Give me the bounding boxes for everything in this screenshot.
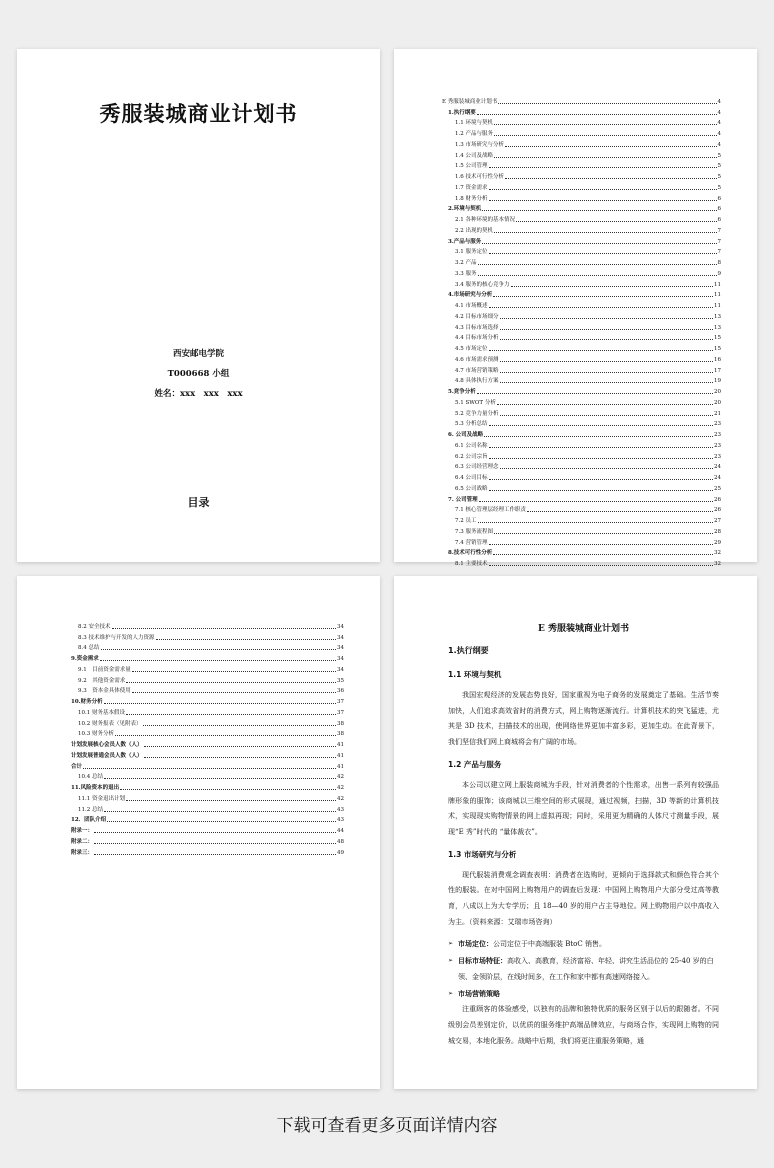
- toc-leader-dots: [120, 789, 336, 790]
- toc-leader-dots: [107, 821, 336, 822]
- toc-entry[interactable]: [442, 298, 721, 309]
- toc-entry-title: 1.3 市场研究与分析: [455, 141, 504, 148]
- content-page: [394, 576, 757, 1089]
- toc-page-number: 6: [717, 217, 721, 223]
- toc-entry[interactable]: [442, 277, 721, 288]
- toc-leader-dots: [126, 714, 336, 715]
- toc-entry-title: 4.5 市场定位: [455, 346, 488, 352]
- toc-entry-title: 合计: [71, 763, 83, 770]
- toc-page-number: 13: [714, 324, 721, 331]
- toc-entry-title: 8.2 安全技术: [78, 623, 111, 630]
- paragraph: 我国宏观经济的发展态势良好，国家重视为电子商务的发展奠定了基础。生活节奏加快，人们追求高效省时的消费方式，网上购物逐渐流行。计算机技术的突飞猛进，尤其是 3D 技术，扫描技术的出现，使网络世界更加丰富多彩，更加生动。在此背景下，我们坚信我们网上商城将会有广阔的市场。: [448, 691, 719, 747]
- toc-entry-title: 附录二：: [71, 838, 94, 845]
- toc-entry[interactable]: [442, 223, 721, 234]
- toc-leader-dots: [489, 200, 717, 201]
- section-heading: 1.执行纲要: [448, 646, 489, 655]
- toc-entry-title: 1.6 技术可行性分析: [455, 174, 504, 180]
- toc-leader-dots: [94, 832, 336, 833]
- bullet-label: 市场营销策略: [458, 988, 500, 998]
- toc-leader-dots: [489, 544, 714, 545]
- toc-leader-dots: [132, 671, 336, 672]
- toc-leader-dots: [497, 404, 713, 405]
- toc-page-number: 8: [717, 260, 721, 266]
- toc-entry[interactable]: [442, 363, 721, 374]
- toc-entry-title: 10.4 总结: [78, 774, 103, 781]
- toc-leader-dots: [132, 692, 336, 693]
- toc-leader-dots: [489, 447, 714, 448]
- toc-entry[interactable]: [442, 309, 721, 320]
- toc-entry-title: 8.3 技术维护与开发的人力资源: [78, 634, 155, 641]
- toc-entry-title: 3.3 服务: [455, 270, 477, 277]
- subsection-heading: 1.3 市场研究与分析: [448, 849, 517, 859]
- toc-entry-title: 5.2 竞争力量分析: [455, 410, 499, 417]
- toc-entry[interactable]: [65, 630, 344, 641]
- document-body: [448, 622, 719, 1055]
- toc-entry-title: 5.1 SWOT 分析: [455, 399, 496, 406]
- paragraph: 本公司以建立网上服装商城为手段，针对消费者的个性需求，出售一系列有较强品牌形象的服饰；该商城以三维空间的形式展现，通过视频，扫描，3D 等新的计算机技术，实现现实购物情景的网上虚拟再现；同时，采用更为精确的人体尺寸测量手段，展现“E 秀”时代的 “量体裁衣”。: [448, 780, 719, 836]
- toc-entry-title: 3.2 产品: [455, 260, 477, 266]
- toc-leader-dots: [479, 501, 713, 502]
- toc-leader-dots: [104, 778, 336, 779]
- toc-leader-dots: [104, 703, 336, 704]
- toc-page-number: 24: [714, 475, 721, 481]
- toc-entry[interactable]: [442, 255, 721, 266]
- toc-entry-title: 4.市场研究与分析: [448, 292, 493, 299]
- toc-entry-title: 8.技术可行性分析: [448, 550, 493, 557]
- toc-page-number: 28: [714, 528, 721, 535]
- toc-entry[interactable]: [442, 513, 721, 524]
- toc-entry-title: 6.4 公司目标: [455, 475, 488, 481]
- toc-page-number: 34: [337, 623, 344, 630]
- toc-entry[interactable]: [65, 791, 344, 802]
- toc-entry-title: 8.4 总结: [78, 645, 100, 652]
- toc-entry[interactable]: [65, 813, 344, 824]
- toc-leader-dots: [484, 436, 713, 437]
- toc-page-number: 37: [337, 699, 344, 705]
- toc-entry-title: 9.资金需求: [71, 656, 99, 662]
- toc-entry-title: 1.8 财务分析: [455, 195, 488, 202]
- toc-page-number: 19: [714, 378, 721, 385]
- toc-entry-title: 4.6 市场需求预测: [455, 356, 499, 363]
- toc-page-number: 49: [337, 849, 344, 856]
- toc-page-number: 43: [337, 806, 344, 813]
- toc-leader-dots: [489, 490, 714, 491]
- toc-entry-title: 6.1 公司名称: [455, 442, 488, 449]
- toc-entry-title: 2.2 出现的契机: [455, 227, 493, 234]
- toc-leader-dots: [527, 511, 713, 512]
- bullet-item: [448, 986, 719, 1003]
- toc-entry-title: 3.4 服务的核心竞争力: [455, 281, 510, 288]
- toc-entry[interactable]: [65, 845, 344, 856]
- toc-leader-dots: [489, 425, 714, 426]
- toc-leader-dots: [112, 628, 337, 629]
- toc-page-number: 34: [337, 666, 344, 673]
- toc-entry-title: 6.2 公司宗旨: [455, 453, 488, 460]
- toc-page-2: [17, 576, 380, 1089]
- toc-entry[interactable]: [65, 823, 344, 834]
- toc-leader-dots: [144, 746, 336, 747]
- toc-entry[interactable]: [65, 662, 344, 673]
- toc-leader-dots: [494, 157, 717, 158]
- toc-page-number: 32: [714, 550, 721, 557]
- toc-leader-dots: [83, 768, 336, 769]
- toc-page-number: 32: [714, 561, 721, 567]
- toc-entry[interactable]: [65, 716, 344, 727]
- toc-leader-dots: [505, 146, 717, 147]
- toc-entry[interactable]: [442, 395, 721, 406]
- toc-entry[interactable]: [442, 169, 721, 180]
- toc-entry[interactable]: [442, 535, 721, 546]
- toc-page-number: 35: [337, 677, 344, 684]
- toc-entry-title: 5.3 分析总结: [455, 421, 488, 428]
- toc-entry[interactable]: [442, 212, 721, 223]
- toc-page-number: 23: [714, 442, 721, 449]
- toc-entry-title: 5.竞争分析: [448, 389, 476, 395]
- toc-entry[interactable]: [442, 556, 721, 567]
- toc-leader-dots: [500, 415, 714, 416]
- toc-page-number: 34: [337, 656, 344, 662]
- toc-page-number: 44: [337, 828, 344, 834]
- toc-leader-dots: [511, 286, 714, 287]
- toc-leader-dots: [101, 649, 337, 650]
- bullet-text: 高收入、高教育，经济富裕、年轻、讲究生活品位的 25-40 岁的白领、金领阶层，在线时间多，在工作和家中都有高速网络接入。: [458, 957, 714, 981]
- toc-page-number: 5: [717, 163, 721, 170]
- toc-entry-title: 10.财务分析: [71, 699, 103, 705]
- toc-page-number: 15: [714, 346, 721, 352]
- toc-entry[interactable]: [442, 341, 721, 352]
- toc-page-number: 6: [717, 195, 721, 202]
- toc-entry[interactable]: [442, 94, 721, 105]
- paragraph: 注重顾客的体验感受，以独有的品牌和独特优质的服务区别于以后的跟随者。不同级别会员差别定价，以优质的服务维护高端品牌效应，与商场合作，实现网上购物的同城交易，本地化服务。战略中后期，我们将更注重服务策略，通: [448, 1005, 719, 1045]
- toc-entry-title: 9.1 目前资金需求量: [78, 666, 131, 673]
- toc-entry[interactable]: [442, 288, 721, 299]
- toc-leader-dots: [477, 114, 717, 115]
- toc-entry[interactable]: [442, 331, 721, 342]
- toc-entry[interactable]: [65, 759, 344, 770]
- toc-page-number: 6: [717, 206, 721, 213]
- toc-entry-title: 3.1 服务定位: [455, 249, 488, 256]
- toc-entry-title: 1.4 公司及战略: [455, 152, 493, 159]
- bullet-text: 公司定位于中高端服装 BtoC 销售。: [493, 940, 606, 949]
- toc-page-number: 4: [717, 109, 721, 116]
- toc-page-number: 38: [337, 731, 344, 738]
- toc-leader-dots: [100, 660, 336, 661]
- toc-leader-dots: [478, 275, 717, 276]
- toc-page-number: 11: [714, 292, 721, 299]
- toc-page-number: 5: [717, 184, 721, 191]
- toc-entry-title: 9.3 资本金具体使用: [78, 688, 131, 695]
- toc-leader-dots: [500, 468, 714, 469]
- bullet-label: 目标市场特征：: [458, 956, 507, 966]
- toc-leader-dots: [104, 811, 336, 812]
- toc-leader-dots: [489, 253, 717, 254]
- toc-page-number: 23: [714, 421, 721, 428]
- toc-leader-dots: [494, 232, 717, 233]
- toc-entry-title: 11.1 资金退出计划: [78, 795, 125, 802]
- toc-leader-dots: [94, 843, 336, 844]
- toc-leader-dots: [489, 189, 717, 190]
- toc-entry-title: 12．团队介绍: [71, 817, 107, 824]
- toc-entry-title: 7. 公司管理: [448, 496, 478, 503]
- toc-page-number: 5: [717, 152, 721, 159]
- toc-entry-title: 4.2 目标市场细分: [455, 313, 499, 320]
- toc-leader-dots: [494, 135, 717, 136]
- toc-entry[interactable]: [442, 503, 721, 514]
- toc-page-number: 42: [337, 774, 344, 781]
- toc-page-number: 26: [714, 507, 721, 514]
- toc-entry-title: 4.3 目标市场选择: [455, 324, 499, 331]
- toc-entry[interactable]: [442, 245, 721, 256]
- toc-entry-title: 6. 公司及战略: [448, 432, 484, 438]
- toc-leader-dots: [505, 178, 717, 179]
- toc-entry-title: 11.风险资本的退出: [71, 785, 120, 791]
- toc-entry[interactable]: [442, 137, 721, 148]
- toc-entry[interactable]: [442, 202, 721, 213]
- toc-leader-dots: [498, 103, 716, 104]
- toc-entry-title: 7.2 员工: [455, 518, 477, 524]
- toc-entry-title: 11.2 总结: [78, 806, 103, 813]
- toc-leader-dots: [126, 800, 336, 801]
- toc-page-number: 11: [714, 303, 721, 309]
- download-more-notice[interactable]: 下载可查看更多页面详情内容: [276, 1116, 498, 1136]
- toc-leader-dots: [500, 372, 714, 373]
- toc-leader-dots: [156, 639, 337, 640]
- toc-entry[interactable]: [442, 406, 721, 417]
- toc-entry-title: E 秀服装城商业计划书: [442, 98, 498, 105]
- toc-page-number: 23: [714, 453, 721, 460]
- toc-entry-title: 10.3 财务分析: [78, 731, 114, 738]
- bullet-item: [448, 936, 719, 953]
- toc-leader-dots: [482, 243, 716, 244]
- toc-leader-dots: [489, 565, 714, 566]
- toc-leader-dots: [516, 221, 717, 222]
- toc-entry[interactable]: [65, 684, 344, 695]
- toc-entry[interactable]: [442, 374, 721, 385]
- cover-info: [17, 344, 380, 404]
- toc-entry[interactable]: [442, 449, 721, 460]
- toc-leader-dots: [500, 339, 714, 340]
- toc-leader-dots: [143, 725, 337, 726]
- toc-entry-title: 1.1 环境与契机: [455, 120, 493, 127]
- toc-entry-title: 4.1 市场概述: [455, 303, 488, 309]
- toc-entry[interactable]: [442, 320, 721, 331]
- toc-page-number: 9: [717, 270, 721, 277]
- toc-entry[interactable]: [442, 481, 721, 492]
- toc-page-number: 24: [714, 464, 721, 471]
- toc-entry[interactable]: [65, 737, 344, 748]
- toc-entry-title: 3.产品与服务: [448, 238, 482, 245]
- toc-leader-dots: [500, 318, 714, 319]
- toc-entry[interactable]: [442, 234, 721, 245]
- toc-page-number: 21: [714, 410, 721, 417]
- toc-leader-dots: [500, 329, 714, 330]
- paragraph: 现代服装消费观念调查表明：消费者在选购时，更倾向于选择款式和颜色符合其个性的服装。在对中国网上购物用户的调查后发现：中国网上购物用户大部分受过高等教育，八成以上为大专学历；且 18—40 岁的用户占主导地位。网上购物用户以中高收入为主。（资料来源：艾瑞市场咨询）: [448, 870, 719, 926]
- toc-entry[interactable]: [442, 492, 721, 503]
- toc-entry-title: 附录一：: [71, 828, 94, 834]
- toc-entry-title: 1.5 公司管理: [455, 163, 488, 170]
- toc-entry[interactable]: [442, 352, 721, 363]
- toc-page-number: 20: [714, 389, 721, 395]
- toc-entry-title: 2.1 各种环境的基本情况: [455, 217, 515, 223]
- toc-page-number: 15: [714, 335, 721, 342]
- toc-entry-title: 10.1 财务基本假设: [78, 709, 125, 716]
- toc-entry[interactable]: [442, 470, 721, 481]
- toc-page-number: 41: [337, 763, 344, 770]
- toc-page-number: 42: [337, 785, 344, 791]
- toc-page-number: 48: [337, 838, 344, 845]
- toc-entry[interactable]: [442, 148, 721, 159]
- toc-leader-dots: [94, 854, 336, 855]
- toc-entry[interactable]: [442, 427, 721, 438]
- subsection-heading: 1.2 产品与服务: [448, 759, 502, 769]
- member-names: 姓名：xxx xxx xxx: [154, 389, 243, 399]
- toc-leader-dots: [489, 167, 717, 168]
- toc-leader-dots: [478, 522, 714, 523]
- toc-entry[interactable]: [65, 834, 344, 845]
- toc-entry-title: 1.2 产品与服务: [455, 131, 493, 137]
- toc-page-number: 16: [714, 356, 721, 363]
- toc-leader-dots: [477, 393, 713, 394]
- toc-entry[interactable]: [65, 694, 344, 705]
- toc-page-number: 41: [337, 752, 344, 759]
- toc-entry[interactable]: [65, 705, 344, 716]
- toc-leader-dots: [494, 533, 713, 534]
- toc-page-number: 38: [337, 720, 344, 727]
- toc-entry-title: 10.2 财务报表（见附表）: [78, 720, 142, 727]
- toc-leader-dots: [493, 296, 713, 297]
- toc-entry-title: 6.5 公司战略: [455, 485, 488, 492]
- toc-page-number: 20: [714, 399, 721, 406]
- toc-list: [442, 94, 721, 567]
- toc-entry-title: 附录三：: [71, 849, 94, 856]
- document-title: E 秀服装城商业计划书: [538, 624, 629, 634]
- toc-entry[interactable]: [442, 524, 721, 535]
- bullet-item: [448, 953, 719, 985]
- toc-leader-dots: [126, 682, 336, 683]
- toc-entry-title: 6.3 公司经营理念: [455, 464, 499, 471]
- toc-leader-dots: [489, 479, 714, 480]
- toc-page-number: 34: [337, 645, 344, 652]
- toc-leader-dots: [115, 735, 336, 736]
- toc-entry[interactable]: [65, 641, 344, 652]
- toc-entry[interactable]: [65, 727, 344, 738]
- toc-page-number: 41: [337, 742, 344, 748]
- toc-entry-title: 1.7 资金需求: [455, 184, 488, 191]
- toc-leader-dots: [500, 361, 714, 362]
- toc-entry[interactable]: [442, 191, 721, 202]
- toc-page-number: 25: [714, 485, 721, 492]
- toc-entry[interactable]: [442, 105, 721, 116]
- toc-page-number: 4: [717, 131, 721, 137]
- toc-entry-title: 7.4 营销管理: [455, 539, 488, 546]
- toc-page-number: 34: [337, 634, 344, 641]
- toc-leader-dots: [500, 382, 714, 383]
- toc-entry-title: 9.2 其他资金需求: [78, 677, 126, 684]
- cover-page: [17, 49, 380, 562]
- toc-page-number: 17: [714, 367, 721, 374]
- toc-leader-dots: [489, 458, 714, 459]
- toc-entry[interactable]: [442, 126, 721, 137]
- toc-leader-dots: [489, 350, 714, 351]
- toc-page-number: 4: [717, 141, 721, 148]
- toc-entry[interactable]: [442, 266, 721, 277]
- toc-entry[interactable]: [442, 438, 721, 449]
- toc-page-number: 37: [337, 709, 344, 716]
- toc-page-number: 7: [717, 249, 721, 256]
- toc-entry[interactable]: [442, 180, 721, 191]
- toc-page-number: 13: [714, 313, 721, 320]
- toc-page-number: 42: [337, 795, 344, 802]
- cover-title: 秀服装城商业计划书: [99, 101, 298, 126]
- toc-entry[interactable]: [65, 619, 344, 630]
- toc-heading: 目录: [187, 496, 210, 509]
- toc-leader-dots: [494, 124, 717, 125]
- toc-page-number: 11: [714, 281, 721, 288]
- school-name: 西安邮电学院: [172, 349, 224, 359]
- toc-entry[interactable]: [442, 384, 721, 395]
- toc-entry-title: 计划发展核心会员人数（人）: [71, 742, 143, 748]
- toc-leader-dots: [493, 554, 713, 555]
- toc-entry-title: 1.执行纲要: [448, 109, 476, 116]
- toc-entry-title: 计划发展普通会员人数（人）: [71, 752, 143, 759]
- toc-entry[interactable]: [442, 417, 721, 428]
- toc-leader-dots: [482, 210, 716, 211]
- toc-page-number: 27: [714, 518, 721, 524]
- group-name: T000668 小组: [167, 369, 230, 379]
- toc-entry-title: 4.4 目标市场分析: [455, 335, 499, 342]
- toc-leader-dots: [478, 264, 717, 265]
- toc-entry[interactable]: [65, 770, 344, 781]
- toc-entry[interactable]: [65, 780, 344, 791]
- toc-entry-title: 7.3 服务流程图: [455, 528, 493, 535]
- toc-page-number: 4: [717, 98, 721, 105]
- toc-leader-dots: [489, 307, 714, 308]
- toc-entry[interactable]: [65, 673, 344, 684]
- toc-entry-title: 7.1 核心管理层经理工作职责: [455, 507, 526, 514]
- toc-entry-title: 2.环境与契机: [448, 206, 482, 213]
- toc-entry-title: 4.8 具体执行方案: [455, 378, 499, 385]
- toc-entry[interactable]: [442, 116, 721, 127]
- toc-list: [65, 619, 344, 856]
- toc-entry[interactable]: [65, 748, 344, 759]
- toc-page-number: 43: [337, 817, 344, 824]
- toc-leader-dots: [144, 757, 336, 758]
- toc-entry[interactable]: [65, 802, 344, 813]
- toc-page-number: 23: [714, 432, 721, 438]
- toc-page-number: 29: [714, 539, 721, 546]
- toc-page-number: 26: [714, 496, 721, 503]
- toc-entry[interactable]: [442, 546, 721, 557]
- bullet-label: 市场定位：: [458, 939, 493, 949]
- toc-page-number: 4: [717, 120, 721, 127]
- toc-entry[interactable]: [442, 460, 721, 471]
- toc-entry-title: 8.1 主要技术: [455, 561, 488, 567]
- toc-page-number: 36: [337, 688, 344, 695]
- toc-entry-title: 4.7 市场营销策略: [455, 367, 499, 374]
- subsection-heading: 1.1 环境与契机: [448, 670, 502, 679]
- toc-entry[interactable]: [442, 159, 721, 170]
- toc-page-number: 5: [717, 174, 721, 180]
- toc-page-number: 7: [717, 227, 721, 234]
- toc-page-number: 7: [717, 238, 721, 245]
- toc-entry[interactable]: [65, 651, 344, 662]
- toc-page-1: [394, 49, 757, 567]
